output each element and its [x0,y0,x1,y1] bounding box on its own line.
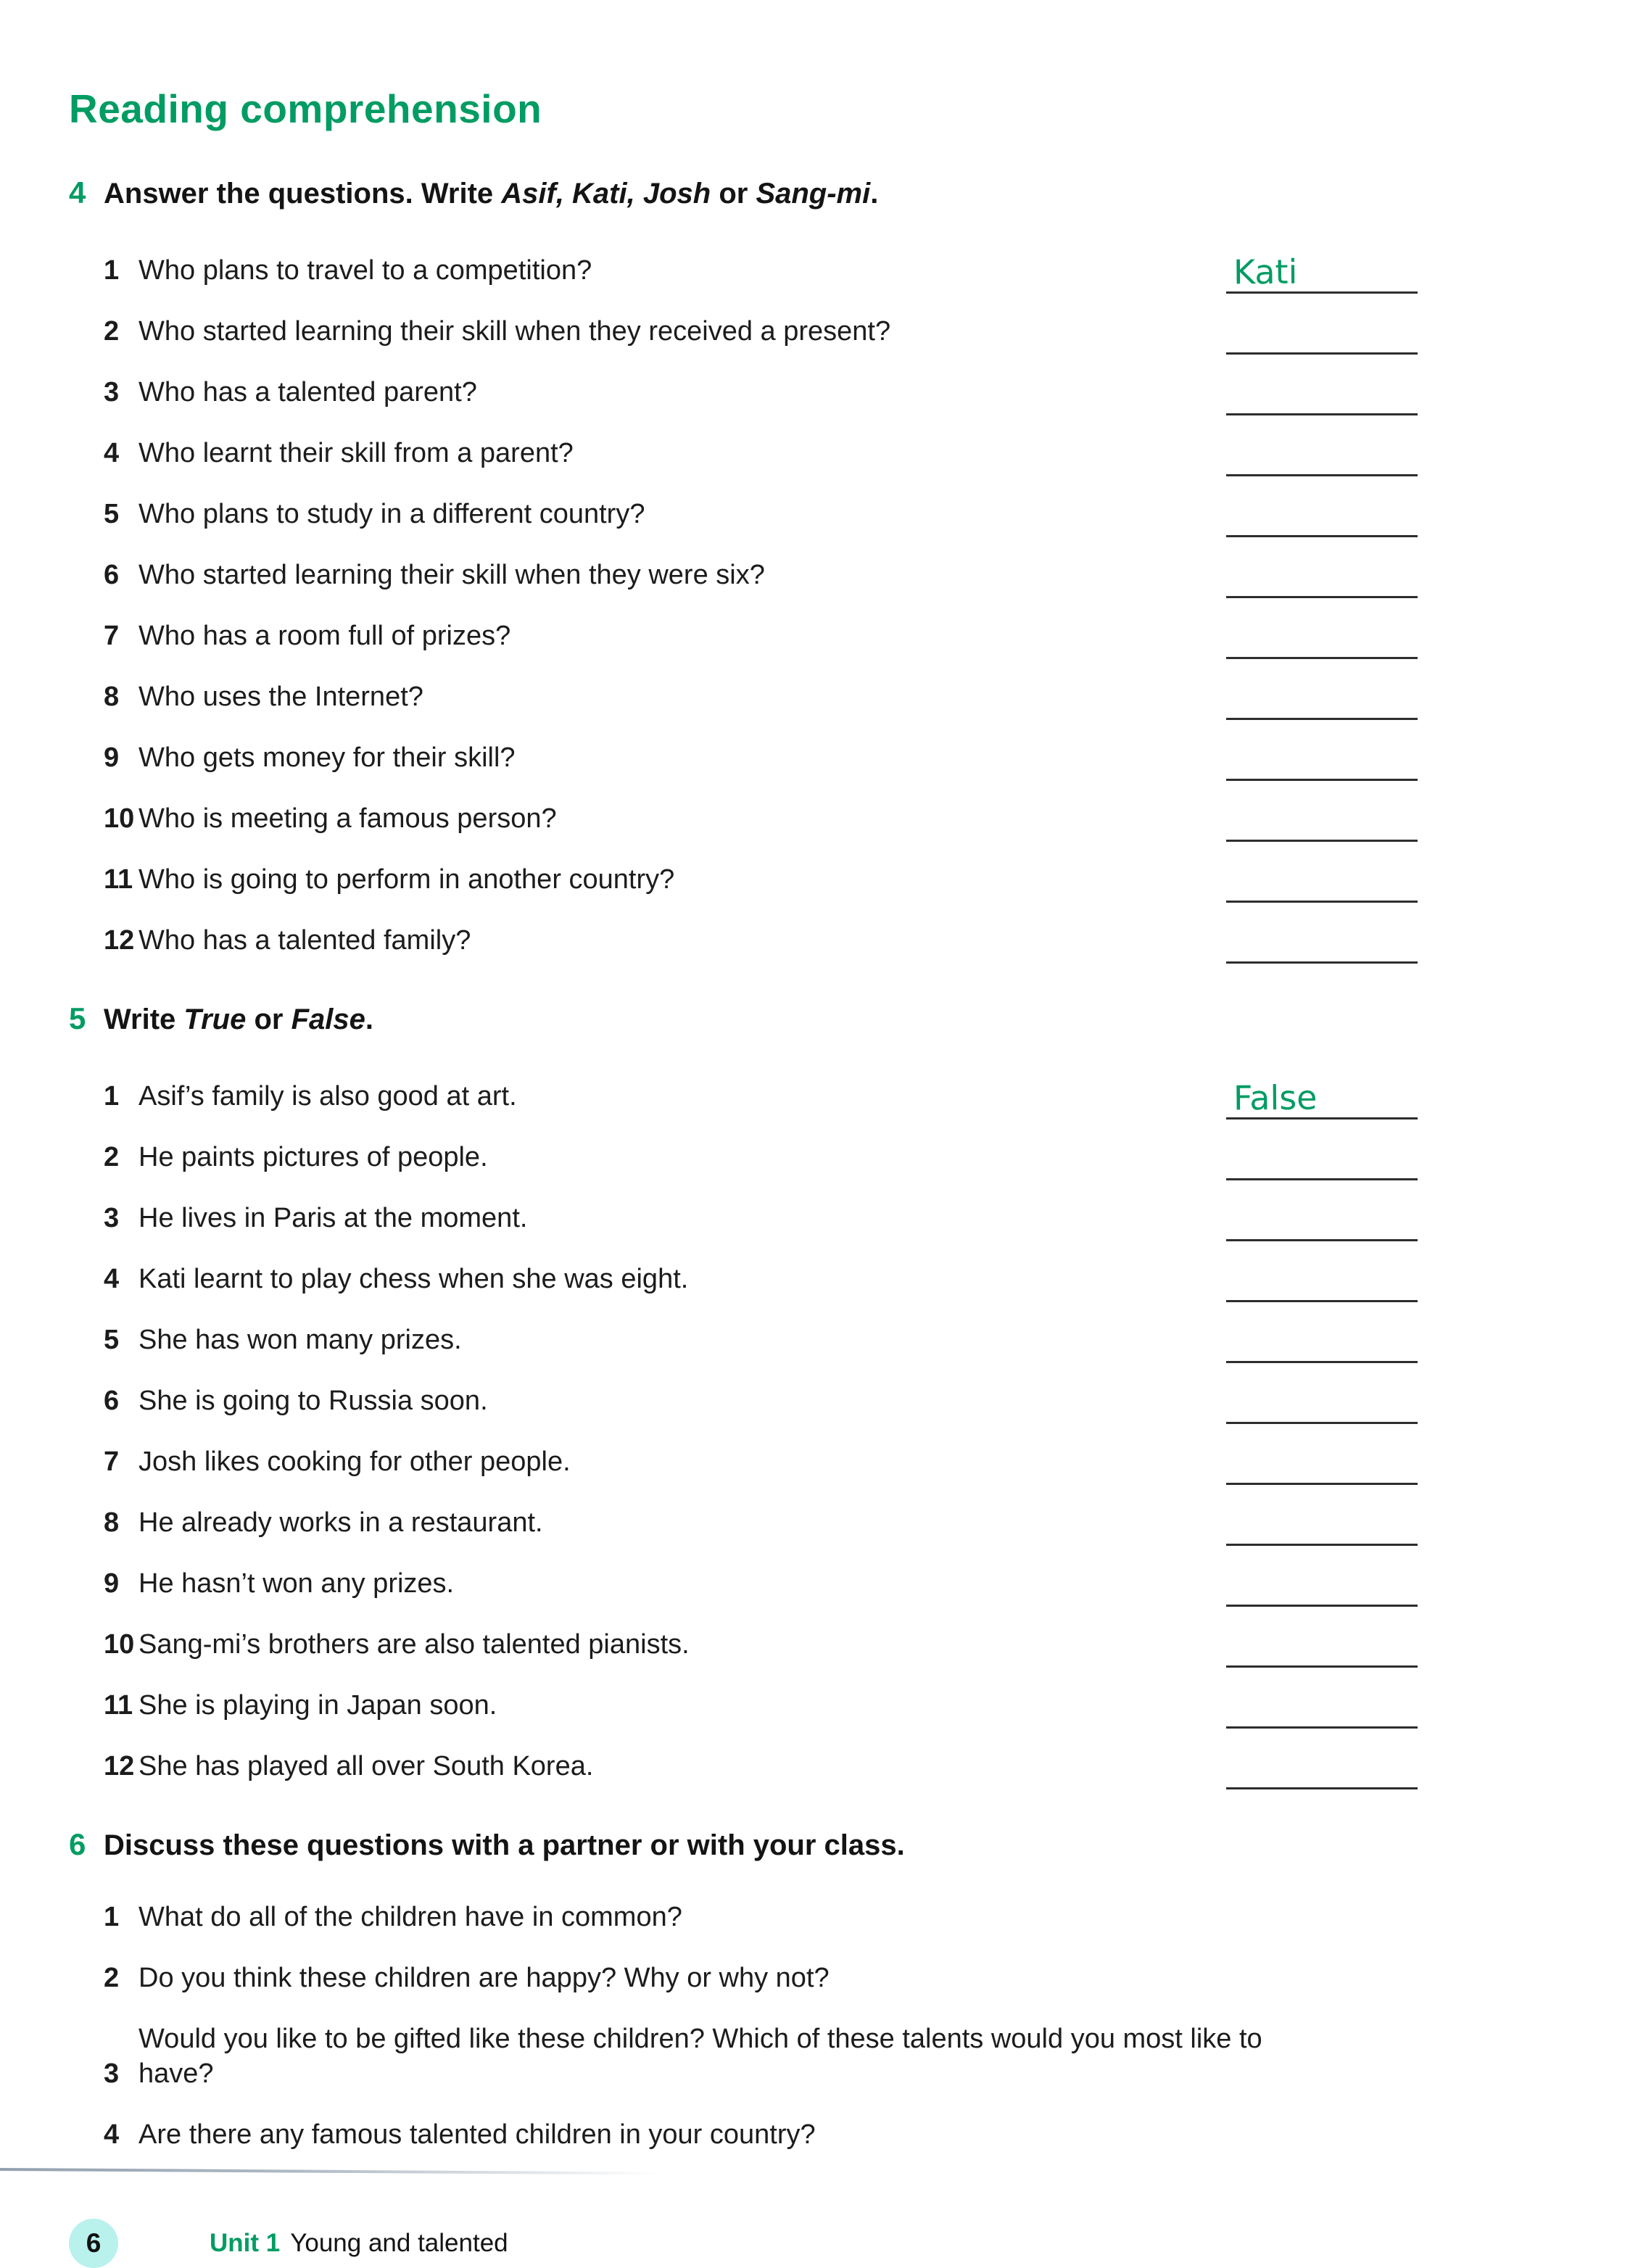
discussion-item [104,2117,1418,2152]
item-number: 8 [104,1507,120,1538]
item-text: Kati learnt to play chess when she was eight. [138,1264,689,1294]
item-text: Who plans to travel to a competition? [138,255,592,286]
instruction-italic: Sang-mi [756,178,871,210]
answer-blank [1226,1529,1418,1546]
exercise-instruction [104,1001,373,1038]
item-text: Would you like to be gifted like these children? Which of these talents would you most like to have? [138,2024,1262,2089]
item-text: Who is going to perform in another country? [138,864,675,895]
exercise-6-items [104,1900,1418,2152]
item-text: Are there any famous talented children in your country? [138,2119,816,2150]
answer-blank [1226,1346,1418,1363]
item-text: What do all of the children have in common? [138,1902,682,1932]
question-item [104,679,1418,714]
item-number: 9 [104,742,120,773]
statement-item [104,1201,1418,1236]
item-text: Who started learning their skill when they were six? [138,560,765,590]
discussion-item [104,2021,1418,2091]
discussion-item [104,1900,1418,1934]
item-text: Who has a talented family? [138,925,471,956]
statement-item [104,1688,1418,1723]
item-number: 3 [104,377,120,407]
answer-blank [1226,1077,1418,1119]
answer-blank [1226,399,1418,415]
item-number: 11 [104,1690,133,1721]
item-number: 2 [104,316,120,347]
page-number-badge: 6 [69,2219,118,2268]
item-number: 6 [104,1386,120,1416]
statement-item [104,1566,1418,1601]
exercise-instruction [104,175,878,212]
item-number: 4 [104,438,120,468]
answer-text: False [1233,1077,1318,1118]
footer-unit-label: Unit 1 [210,2229,281,2257]
answer-blank [1226,460,1418,476]
answer-blank [1226,1712,1418,1729]
section-title: Reading comprehension [69,86,542,131]
item-text: Who gets money for their skill? [138,742,516,773]
statement-item [104,1383,1418,1418]
answer-blank [1226,703,1418,720]
instruction-italic: True [183,1003,247,1035]
instruction-italic: Asif, Kati, Josh [501,178,711,210]
answer-blank [1226,582,1418,598]
item-text: Who has a talented parent? [138,377,477,407]
statement-item [104,1627,1418,1662]
exercise-4-items [104,248,1418,958]
item-number: 1 [104,1902,120,1932]
item-text: He lives in Paris at the moment. [138,1203,528,1233]
answer-blank [1226,1225,1418,1241]
question-item [104,375,1418,410]
item-number: 3 [104,1203,120,1233]
item-text: He paints pictures of people. [138,1142,488,1172]
question-item [104,618,1418,653]
item-text: She has won many prizes. [138,1325,462,1355]
item-text: He already works in a restaurant. [138,1507,543,1538]
exercise-5-items [104,1074,1418,1784]
footer-unit-title: Young and talented [290,2229,508,2257]
instruction-text: . [365,1003,374,1035]
statement-item [104,1444,1418,1479]
answer-blank [1226,825,1418,842]
question-item [104,497,1418,531]
item-number: 8 [104,682,120,712]
item-number: 5 [104,1325,120,1355]
question-item [104,801,1418,836]
page-footer [69,2219,1418,2268]
item-text: Who plans to study in a different country? [138,499,645,529]
statement-item [104,1140,1418,1175]
item-number: 1 [104,1081,120,1112]
exercise-4 [69,175,1418,958]
item-text: She is going to Russia soon. [138,1386,488,1416]
exercise-5 [69,1001,1418,1784]
item-text: Who has a room full of prizes? [138,621,511,651]
item-text: Do you think these children are happy? Why or why not? [138,1963,830,1993]
item-text: Asif’s family is also good at art. [138,1081,517,1112]
item-number: 7 [104,1447,120,1477]
statement-item [104,1505,1418,1540]
instruction-text: Answer the questions. Write [104,178,502,210]
answer-blank [1226,254,1418,294]
answer-text: Kati [1233,252,1298,292]
answer-blank [1226,1286,1418,1302]
answer-blank [1226,1468,1418,1485]
instruction-text: or [246,1003,291,1035]
item-text: Who started learning their skill when they received a present? [138,316,891,347]
item-text: Josh likes cooking for other people. [138,1447,571,1477]
statement-item [104,1323,1418,1357]
instruction-text: . [870,178,879,210]
item-number: 1 [104,255,120,286]
item-text: She is playing in Japan soon. [138,1690,497,1721]
exercise-5-header [69,1001,1418,1038]
item-number: 5 [104,499,120,529]
exercise-4-header [69,175,1418,212]
item-text: Who learnt their skill from a parent? [138,438,574,468]
item-text: He hasn’t won any prizes. [138,1568,455,1599]
answer-blank [1226,642,1418,659]
exercise-number: 4 [69,175,86,210]
item-number: 2 [104,1963,120,1993]
exercise-instruction: Discuss these questions with a partner or with your class. [104,1829,905,1861]
question-item [104,558,1418,592]
item-number: 10 [104,803,135,834]
item-text: She has played all over South Korea. [138,1751,594,1781]
answer-blank [1226,1590,1418,1607]
instruction-italic: False [291,1003,365,1035]
item-number: 11 [104,864,133,895]
item-number: 9 [104,1568,120,1599]
answer-blank [1226,947,1418,964]
answer-blank [1226,521,1418,537]
answer-blank [1226,1651,1418,1668]
answer-blank [1226,1164,1418,1180]
answer-blank [1226,1773,1418,1789]
answer-blank [1226,764,1418,781]
statement-item [104,1074,1418,1118]
answer-blank [1226,1407,1418,1424]
exercise-6-header [69,1827,1418,1863]
instruction-text: Write [104,1003,184,1035]
item-text: Who uses the Internet? [138,682,423,712]
item-number: 6 [104,560,120,590]
question-item [104,314,1418,349]
item-number: 4 [104,2119,120,2150]
statement-item [104,1262,1418,1296]
question-item [104,436,1418,471]
exercise-number: 5 [69,1001,86,1035]
item-text: Who is meeting a famous person? [138,803,557,834]
item-number: 3 [104,2058,120,2089]
discussion-item [104,1961,1418,1995]
question-item [104,248,1418,292]
item-text: Sang-mi’s brothers are also talented pianists. [138,1629,690,1660]
item-number: 12 [104,925,135,956]
exercise-6 [69,1827,1418,2152]
statement-item [104,1749,1418,1784]
question-item [104,740,1418,775]
item-number: 7 [104,621,120,651]
answer-blank [1226,338,1418,355]
question-item [104,923,1418,958]
exercise-number: 6 [69,1827,86,1861]
question-item [104,862,1418,897]
item-number: 4 [104,1264,120,1294]
instruction-text: or [711,178,756,210]
item-number: 12 [104,1751,135,1781]
item-number: 10 [104,1629,135,1660]
item-number: 2 [104,1142,120,1172]
footer-text [210,2229,508,2258]
answer-blank [1226,886,1418,903]
